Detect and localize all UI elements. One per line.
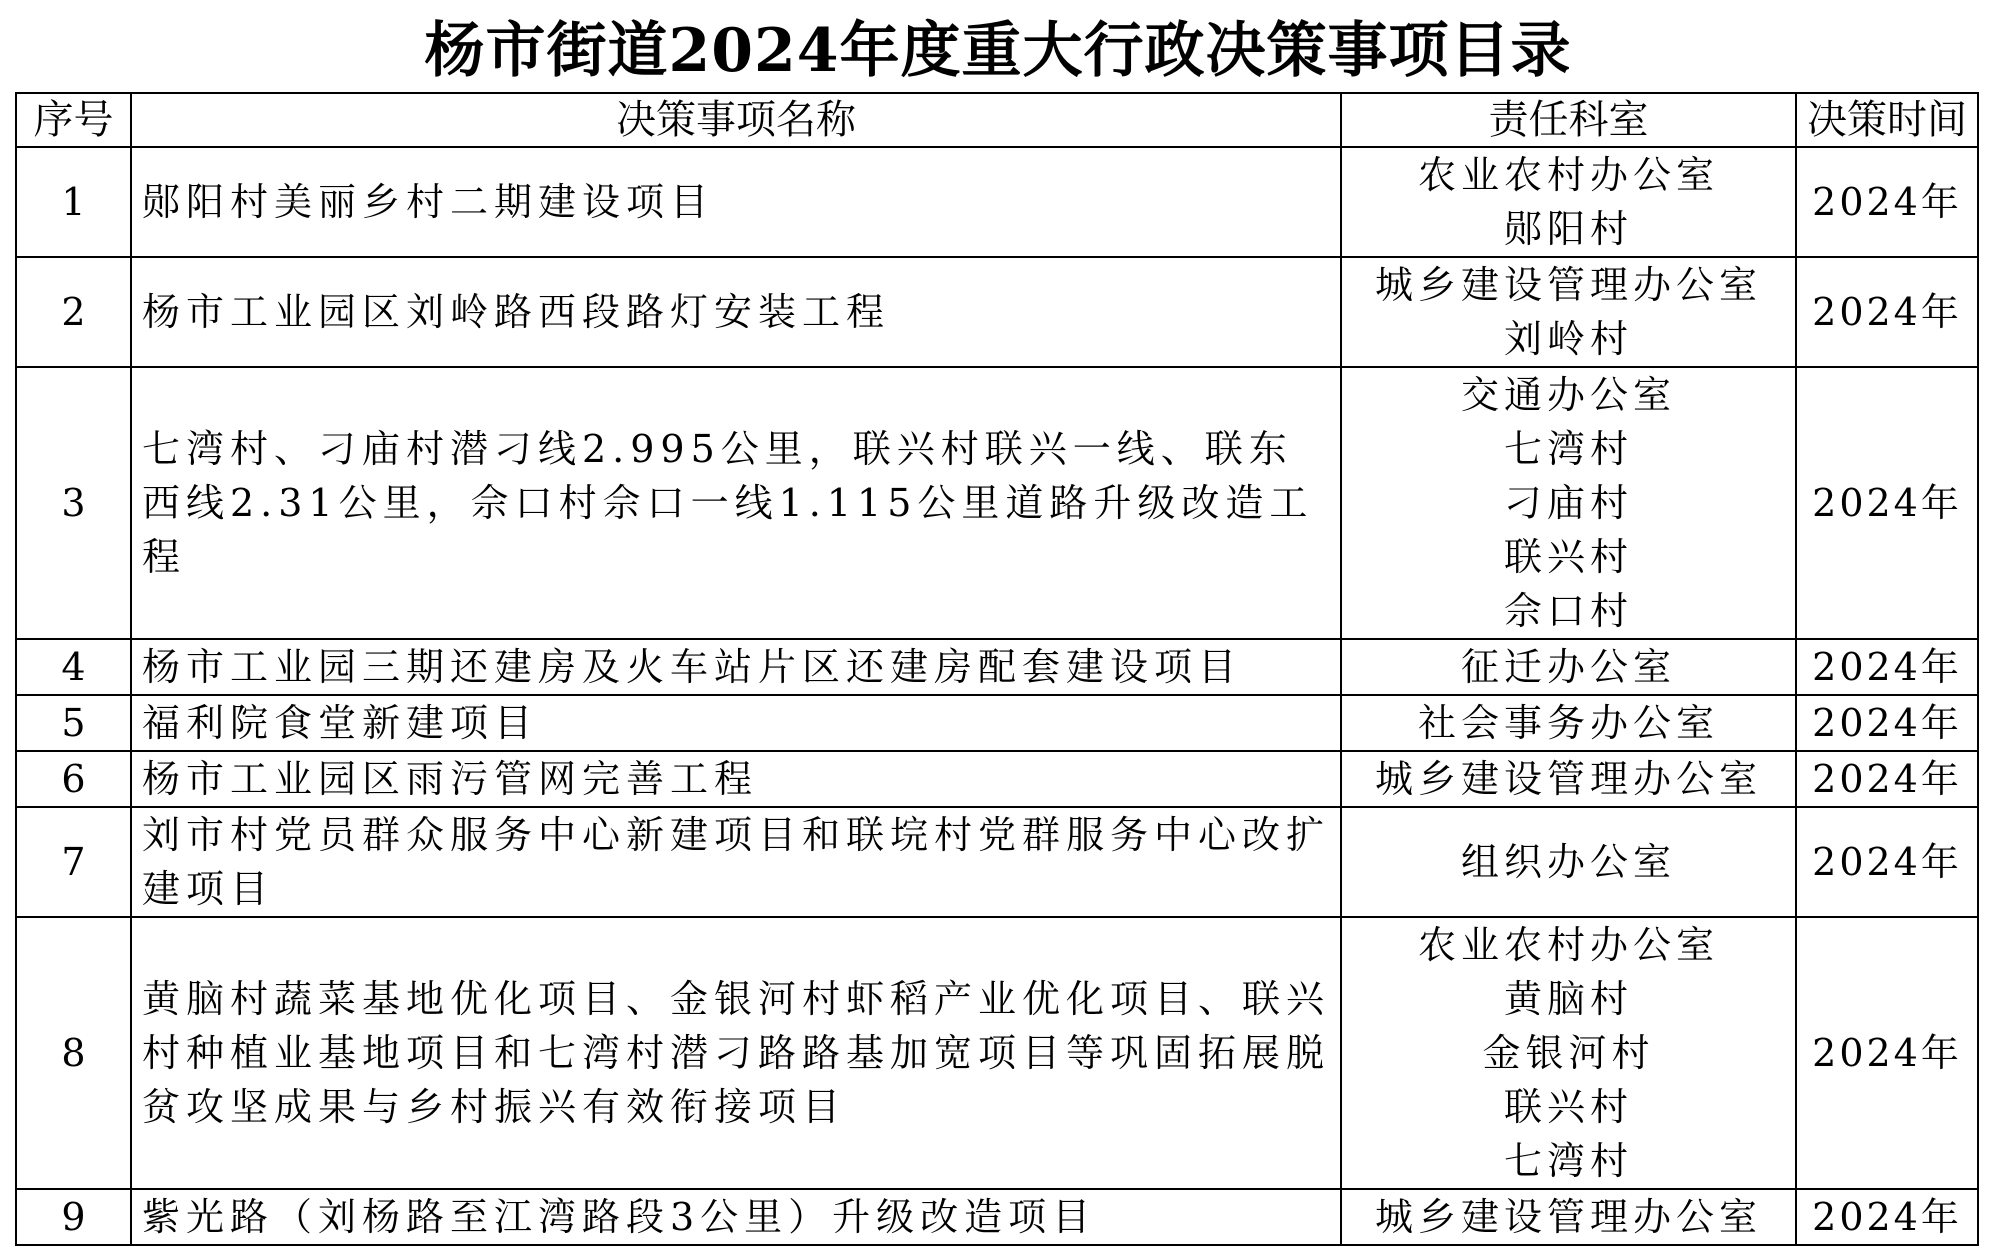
dept-line: 郧阳村 bbox=[1503, 207, 1633, 251]
cell-no: 8 bbox=[16, 917, 131, 1189]
cell-dept bbox=[1341, 367, 1796, 639]
dept-line: 农业农村办公室 bbox=[1417, 923, 1719, 967]
table-row bbox=[16, 147, 1978, 257]
dept-line: 农业农村办公室 bbox=[1417, 153, 1719, 197]
cell-dept bbox=[1341, 1189, 1796, 1245]
dept-line: 刁庙村 bbox=[1503, 481, 1633, 525]
cell-dept bbox=[1341, 695, 1796, 751]
header-dept: 责任科室 bbox=[1341, 93, 1796, 147]
table-row bbox=[16, 807, 1978, 917]
cell-no: 9 bbox=[16, 1189, 131, 1245]
dept-line: 组织办公室 bbox=[1460, 840, 1676, 884]
cell-name: 刘市村党员群众服务中心新建项目和联垸村党群服务中心改扩建项目 bbox=[131, 807, 1341, 917]
table-row bbox=[16, 1189, 1978, 1245]
cell-no: 1 bbox=[16, 147, 131, 257]
cell-time: 2024年 bbox=[1796, 257, 1978, 367]
header-name: 决策事项名称 bbox=[131, 93, 1341, 147]
cell-name: 杨市工业园三期还建房及火车站片区还建房配套建设项目 bbox=[131, 639, 1341, 695]
cell-no: 7 bbox=[16, 807, 131, 917]
cell-dept bbox=[1341, 807, 1796, 917]
dept-line: 金银河村 bbox=[1482, 1031, 1655, 1075]
cell-no: 2 bbox=[16, 257, 131, 367]
header-no: 序号 bbox=[16, 93, 131, 147]
table-row bbox=[16, 367, 1978, 639]
cell-no: 4 bbox=[16, 639, 131, 695]
dept-line: 刘岭村 bbox=[1503, 317, 1633, 361]
dept-line: 七湾村 bbox=[1503, 427, 1633, 471]
table-row bbox=[16, 751, 1978, 807]
cell-no: 5 bbox=[16, 695, 131, 751]
dept-line: 城乡建设管理办公室 bbox=[1374, 1195, 1762, 1239]
cell-time: 2024年 bbox=[1796, 751, 1978, 807]
table-row bbox=[16, 639, 1978, 695]
cell-time: 2024年 bbox=[1796, 917, 1978, 1189]
cell-dept bbox=[1341, 917, 1796, 1189]
dept-line: 七湾村 bbox=[1503, 1139, 1633, 1183]
cell-time: 2024年 bbox=[1796, 1189, 1978, 1245]
cell-name: 紫光路（刘杨路至江湾路段3公里）升级改造项目 bbox=[131, 1189, 1341, 1245]
dept-line: 交通办公室 bbox=[1460, 373, 1676, 417]
dept-line: 佘口村 bbox=[1503, 589, 1633, 633]
cell-time: 2024年 bbox=[1796, 807, 1978, 917]
dept-line: 黄脑村 bbox=[1503, 977, 1633, 1021]
dept-line: 联兴村 bbox=[1503, 535, 1633, 579]
cell-time: 2024年 bbox=[1796, 147, 1978, 257]
cell-dept bbox=[1341, 147, 1796, 257]
decision-catalog-table bbox=[15, 92, 1979, 1246]
dept-line: 征迁办公室 bbox=[1460, 645, 1676, 689]
cell-time: 2024年 bbox=[1796, 367, 1978, 639]
cell-time: 2024年 bbox=[1796, 695, 1978, 751]
cell-no: 6 bbox=[16, 751, 131, 807]
cell-name: 杨市工业园区雨污管网完善工程 bbox=[131, 751, 1341, 807]
table-row bbox=[16, 917, 1978, 1189]
cell-dept bbox=[1341, 751, 1796, 807]
table-header-row bbox=[16, 93, 1978, 147]
dept-line: 联兴村 bbox=[1503, 1085, 1633, 1129]
cell-no: 3 bbox=[16, 367, 131, 639]
table-row bbox=[16, 257, 1978, 367]
document-title: 杨市街道2024年度重大行政决策事项目录 bbox=[424, 16, 1572, 86]
table-body bbox=[16, 147, 1978, 1245]
cell-name: 七湾村、刁庙村潜刁线2.995公里，联兴村联兴一线、联东西线2.31公里，佘口村佘口一线1.115公里道路升级改造工程 bbox=[131, 367, 1341, 639]
header-time: 决策时间 bbox=[1796, 93, 1978, 147]
cell-dept bbox=[1341, 257, 1796, 367]
dept-line: 城乡建设管理办公室 bbox=[1374, 263, 1762, 307]
dept-line: 城乡建设管理办公室 bbox=[1374, 757, 1762, 801]
cell-name: 郧阳村美丽乡村二期建设项目 bbox=[131, 147, 1341, 257]
dept-line: 社会事务办公室 bbox=[1417, 701, 1719, 745]
cell-name: 杨市工业园区刘岭路西段路灯安装工程 bbox=[131, 257, 1341, 367]
cell-dept bbox=[1341, 639, 1796, 695]
cell-time: 2024年 bbox=[1796, 639, 1978, 695]
table-row bbox=[16, 695, 1978, 751]
cell-name: 黄脑村蔬菜基地优化项目、金银河村虾稻产业优化项目、联兴村种植业基地项目和七湾村潜刁路路基加宽项目等巩固拓展脱贫攻坚成果与乡村振兴有效衔接项目 bbox=[131, 917, 1341, 1189]
cell-name: 福利院食堂新建项目 bbox=[131, 695, 1341, 751]
